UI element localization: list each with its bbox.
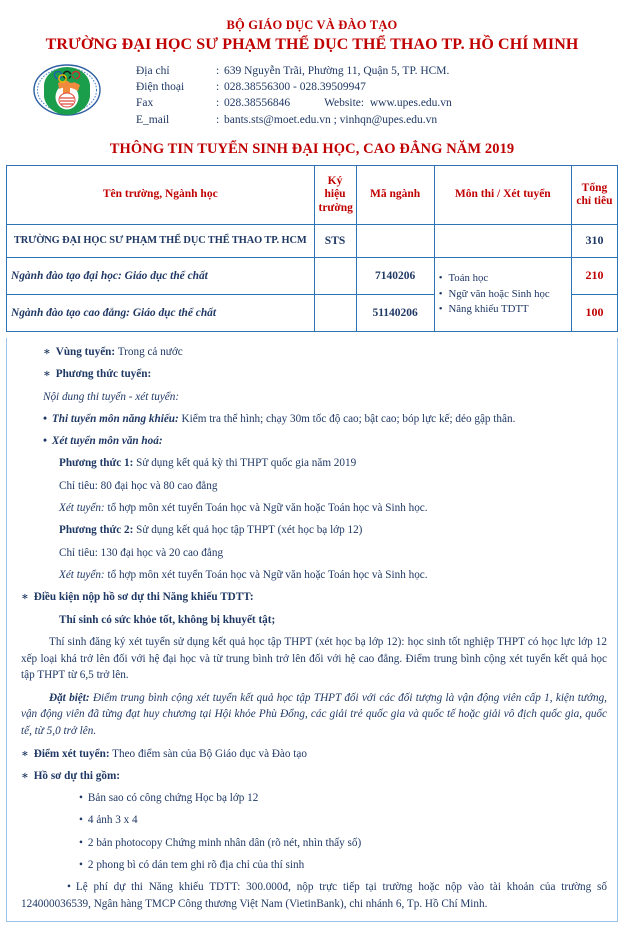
cell-major-code bbox=[356, 224, 434, 257]
cell-school-name: TRƯỜNG ĐẠI HỌC SƯ PHẠM THỂ DỤC THỂ THAO TP. HCM bbox=[7, 224, 315, 257]
dossier-heading bbox=[17, 768, 607, 785]
condition-heading bbox=[17, 589, 607, 606]
fax-label: Fax bbox=[136, 97, 154, 110]
admissions-details-box bbox=[6, 338, 618, 922]
method-heading bbox=[17, 366, 607, 383]
dossier-item-text: • 2 phong bì có dán tem ghi rõ địa chỉ của thí sinh bbox=[79, 859, 304, 871]
school-title: TRƯỜNG ĐẠI HỌC SƯ PHẠM THỂ DỤC THỂ THAO TP. HỒ CHÍ MINH bbox=[45, 35, 579, 53]
dossier-item-text: • 2 bản photocopy Chứng minh nhân dân (rõ nét, nhìn thấy số) bbox=[79, 837, 361, 849]
email-value[interactable]: bants.sts@moet.edu.vn ; vinhqn@upes.edu.vn bbox=[224, 113, 438, 126]
dossier-item-text: • 4 ảnh 3 x 4 bbox=[79, 814, 138, 826]
region-line bbox=[17, 344, 607, 361]
skill-exam-line bbox=[17, 411, 607, 428]
colon-separator: : bbox=[216, 97, 220, 110]
cell-subjects-empty bbox=[434, 224, 571, 257]
cell-school-code: STS bbox=[314, 224, 356, 257]
method2-admit-value: tổ hợp môn xét tuyển Toán học và Ngữ văn hoặc Toán học và Sinh học. bbox=[107, 568, 428, 581]
method2-label: Phương thức 2: bbox=[59, 524, 134, 537]
special-label: Đặt biệt: bbox=[49, 691, 90, 704]
website-label: Website: bbox=[324, 97, 365, 110]
cell-total-quota: 310 bbox=[571, 224, 617, 257]
content-heading: Nội dung thi tuyển - xét tuyển: bbox=[43, 390, 180, 403]
ministry-title: BỘ GIÁO DỤC VÀ ĐÀO TẠO bbox=[226, 18, 398, 32]
fax-value: 028.38556846 bbox=[224, 97, 291, 110]
table-header-row bbox=[7, 165, 618, 224]
header-school-major: Tên trường, Ngành học bbox=[7, 165, 315, 224]
list-item bbox=[17, 835, 607, 852]
cell-subjects-list bbox=[434, 257, 571, 331]
list-item bbox=[17, 857, 607, 874]
page-title: THÔNG TIN TUYỂN SINH ĐẠI HỌC, CAO ĐẲNG NĂM 2019 bbox=[109, 140, 515, 157]
method1-quota: Chỉ tiêu: 80 đại học và 80 cao đẳng bbox=[59, 479, 218, 492]
subject-item: • Năng khiếu TDTT bbox=[439, 302, 567, 318]
admissions-table bbox=[6, 165, 618, 332]
email-label: E_mail bbox=[136, 113, 170, 126]
header-school-code: Ký hiệu trường bbox=[314, 165, 356, 224]
list-item bbox=[17, 812, 607, 829]
subject-item: • Toán học bbox=[439, 271, 567, 287]
condition-label: ∗ Điều kiện nộp hồ sơ dự thi Năng khiếu TDTT: bbox=[21, 591, 254, 603]
method2-quota: Chỉ tiêu: 130 đại học và 20 cao đẳng bbox=[59, 546, 224, 559]
special-value: Điểm trung bình cộng xét tuyển kết quả học tập THPT đối với các đối tượng là vận động viên cấp 1, kiện tướng, vận động viên đã từng đạt huy chương tại Hội khỏe Phù Đổng, các giải trẻ quốc gia và quốc tế hoặc giải vô địch quốc gia, quốc tế, từ 5,0 trở lên. bbox=[21, 691, 607, 738]
exam-fee-text: • Lệ phí dự thi Năng khiếu TDTT: 300.000đ, nộp trực tiếp tại trường hoặc nộp vào tài khoản của trường số 124000036539, Ngân hàng TMCP Công thương Việt Nam (VietinBank), chi nhánh 6, Tp. Hồ Chí Minh. bbox=[21, 881, 607, 910]
document-header bbox=[0, 0, 624, 55]
method1-label: Phương thức 1: bbox=[59, 457, 134, 470]
dossier-item-text: • Bản sao có công chứng Học bạ lớp 12 bbox=[79, 792, 258, 804]
region-value: Trong cả nước bbox=[117, 345, 183, 358]
header-subjects: Môn thi / Xét tuyển bbox=[434, 165, 571, 224]
dossier-label: ∗ Hồ sơ dự thi gồm: bbox=[21, 770, 120, 782]
method2-value: Sử dụng kết quả học tập THPT (xét học bạ lớp 12) bbox=[136, 524, 363, 537]
cell-total-quota: 100 bbox=[571, 294, 617, 331]
contact-block bbox=[0, 63, 624, 128]
cell-major-code: 7140206 bbox=[356, 257, 434, 294]
upes-olympic-logo-icon bbox=[32, 64, 102, 116]
cell-major-code: 51140206 bbox=[356, 294, 434, 331]
condition-health: Thí sinh có sức khỏe tốt, không bị khuyết tật; bbox=[59, 613, 276, 626]
method1-admit-value: tổ hợp môn xét tuyển Toán học và Ngữ văn hoặc Toán học và Sinh học. bbox=[107, 502, 428, 515]
region-label: ∗ Vùng tuyển: bbox=[43, 346, 115, 358]
score-label: ∗ Điểm xét tuyển: bbox=[21, 748, 110, 760]
contact-row-phone bbox=[136, 79, 452, 95]
score-line bbox=[17, 746, 607, 763]
address-value: 639 Nguyễn Trãi, Phường 11, Quận 5, TP. HCM. bbox=[224, 64, 450, 77]
contact-details bbox=[136, 63, 452, 128]
colon-separator: : bbox=[216, 113, 220, 126]
culture-label: • Xét tuyển môn văn hoá: bbox=[43, 435, 163, 447]
skill-exam-label: • Thi tuyển môn năng khiếu: bbox=[43, 413, 179, 425]
cell-school-code bbox=[314, 294, 356, 331]
list-item bbox=[17, 790, 607, 807]
phone-label: Điện thoại bbox=[136, 80, 185, 93]
contact-row-fax bbox=[136, 95, 452, 111]
method1-value: Sử dụng kết quả kỳ thi THPT quốc gia năm 2019 bbox=[136, 457, 357, 470]
method2-admit-label: Xét tuyển: bbox=[59, 568, 105, 581]
contact-row-address bbox=[136, 63, 452, 79]
skill-exam-value: Kiểm tra thể hình; chạy 30m tốc độ cao; bật cao; bóp lực kế; dẻo gập thân. bbox=[181, 412, 516, 425]
header-total-quota: Tổng chỉ tiêu bbox=[571, 165, 617, 224]
cell-program-university: Ngành đào tạo đại học: Giáo dục thể chất bbox=[7, 257, 315, 294]
method-label: ∗ Phương thức tuyển: bbox=[43, 368, 151, 380]
exam-fee-note bbox=[17, 879, 607, 913]
university-logo bbox=[30, 63, 104, 117]
contact-row-email bbox=[136, 112, 452, 128]
website-value[interactable]: www.upes.edu.vn bbox=[369, 97, 452, 110]
table-row bbox=[7, 224, 618, 257]
table-row bbox=[7, 257, 618, 294]
cell-program-college: Ngành đào tạo cao đẳng: Giáo dục thể chất bbox=[7, 294, 315, 331]
method1-admission-line bbox=[17, 500, 607, 517]
phone-value: 028.38556300 - 028.39509947 bbox=[224, 80, 366, 93]
special-condition bbox=[17, 690, 607, 740]
cell-total-quota: 210 bbox=[571, 257, 617, 294]
cell-school-code bbox=[314, 257, 356, 294]
subject-item: • Ngữ văn hoặc Sinh học bbox=[439, 287, 567, 303]
header-major-code: Mã ngành bbox=[356, 165, 434, 224]
method2-line bbox=[17, 522, 607, 539]
method1-line bbox=[17, 455, 607, 472]
condition-academic: Thí sinh đăng ký xét tuyển sử dụng kết quả học tập THPT (xét học bạ lớp 12): học sinh tốt nghiệp THPT có học lực lớp 12 xếp loại khá trở lên đối với hệ đại học và từ trung bình trở lên đối với hệ cao đẳng. Điểm trung bình cộng xét tuyển kết quả học tập THPT từ 6,5 trở lên. bbox=[21, 635, 607, 682]
address-label: Địa chỉ bbox=[136, 64, 170, 77]
culture-admission-line bbox=[17, 433, 607, 450]
colon-separator: : bbox=[216, 80, 220, 93]
score-value: Theo điểm sàn của Bộ Giáo dục và Đào tạo bbox=[112, 747, 307, 760]
method2-admission-line bbox=[17, 567, 607, 584]
method1-admit-label: Xét tuyển: bbox=[59, 502, 105, 515]
colon-separator: : bbox=[216, 64, 220, 77]
admissions-table-wrap bbox=[0, 165, 624, 332]
